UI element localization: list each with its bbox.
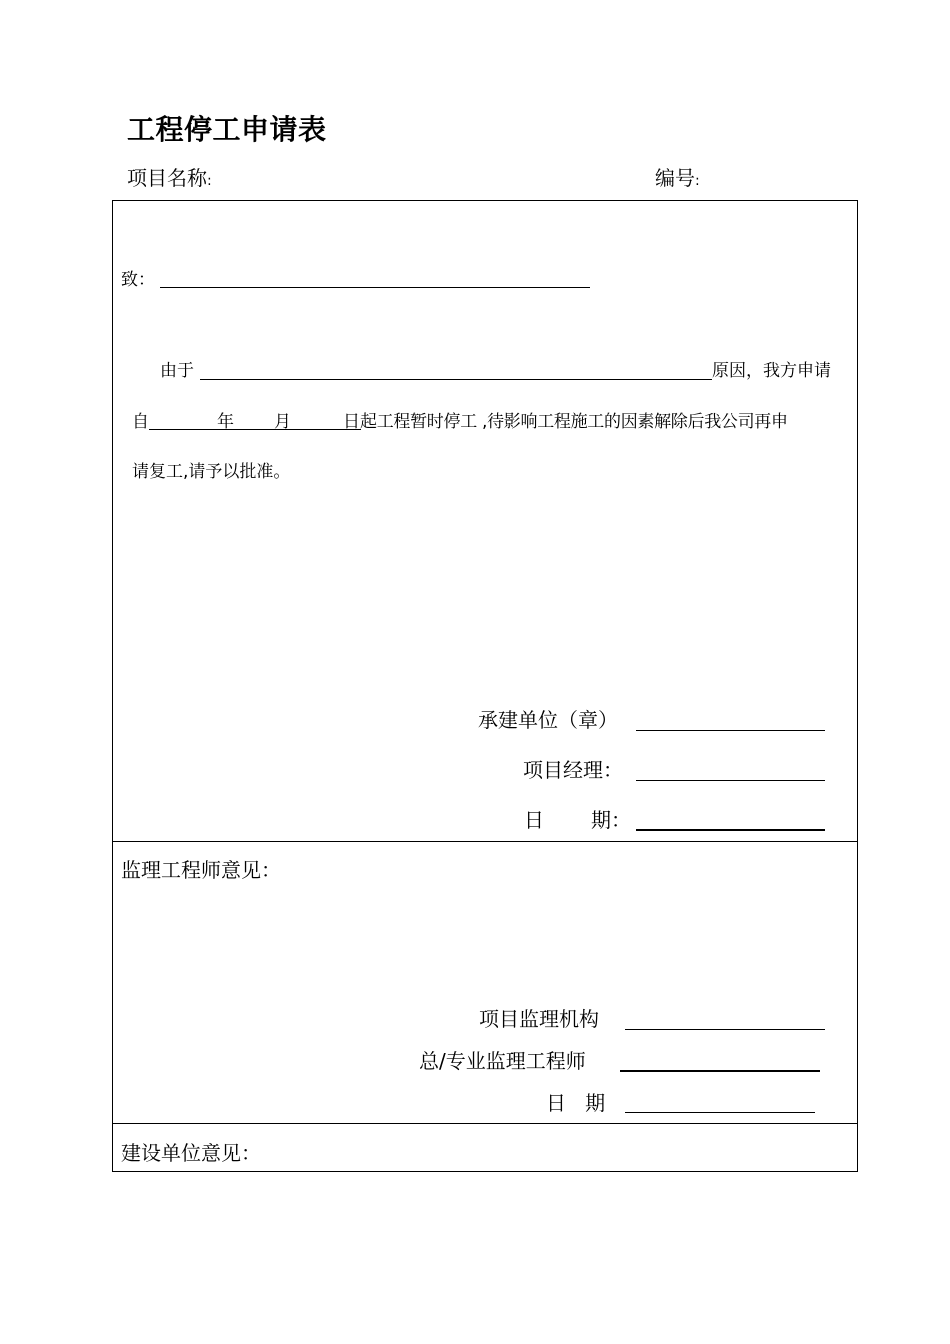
project-name-label (127, 162, 212, 191)
date-field-underline[interactable] (149, 429, 361, 430)
project-name-text: 项目名称 (127, 166, 207, 190)
reason-field[interactable] (200, 379, 712, 380)
colon: : (695, 173, 700, 189)
month-label: 月 (274, 412, 291, 432)
number-text: 编号 (655, 166, 695, 190)
request-date-field[interactable] (636, 829, 825, 831)
reason-suffix: 原因，我方申请 (712, 361, 831, 381)
form-title: 工程停工申请表 (127, 113, 327, 146)
number-label (655, 162, 700, 191)
section-divider (113, 841, 857, 842)
supervision-org-field[interactable] (625, 1029, 825, 1030)
application-form (112, 200, 858, 1172)
owner-opinion-label: 建设单位意见： (121, 1141, 261, 1165)
supervisor-date-field[interactable] (625, 1112, 815, 1113)
due-to-label: 由于 (160, 361, 194, 381)
project-manager-label: 项目经理： (523, 758, 623, 782)
from-label: 自 (132, 412, 149, 432)
date-label-period: 期： (591, 808, 631, 832)
section-divider (113, 1123, 857, 1124)
to-recipient-field[interactable] (160, 287, 590, 288)
to-label: 致： (121, 270, 155, 290)
supervisor-opinion-label: 监理工程师意见： (121, 858, 281, 882)
supervising-engineer-field[interactable] (620, 1070, 820, 1072)
year-label: 年 (217, 412, 234, 432)
supervision-org-label: 项目监理机构 (479, 1007, 599, 1031)
project-manager-field[interactable] (636, 780, 825, 781)
supervising-engineer-label: 总/专业监理工程师 (419, 1049, 586, 1073)
colon: : (207, 173, 212, 189)
supervisor-date-label: 日 期 (546, 1091, 606, 1115)
stop-work-statement: 起工程暂时停工 ,待影响工程施工的因素解除后我公司再申 (360, 412, 788, 432)
contractor-field[interactable] (636, 730, 825, 731)
date-label-day: 日 (524, 808, 544, 832)
day-label: 日 (343, 412, 360, 432)
approval-request: 请复工,请予以批准。 (132, 462, 291, 482)
contractor-label: 承建单位（章） (478, 708, 618, 732)
